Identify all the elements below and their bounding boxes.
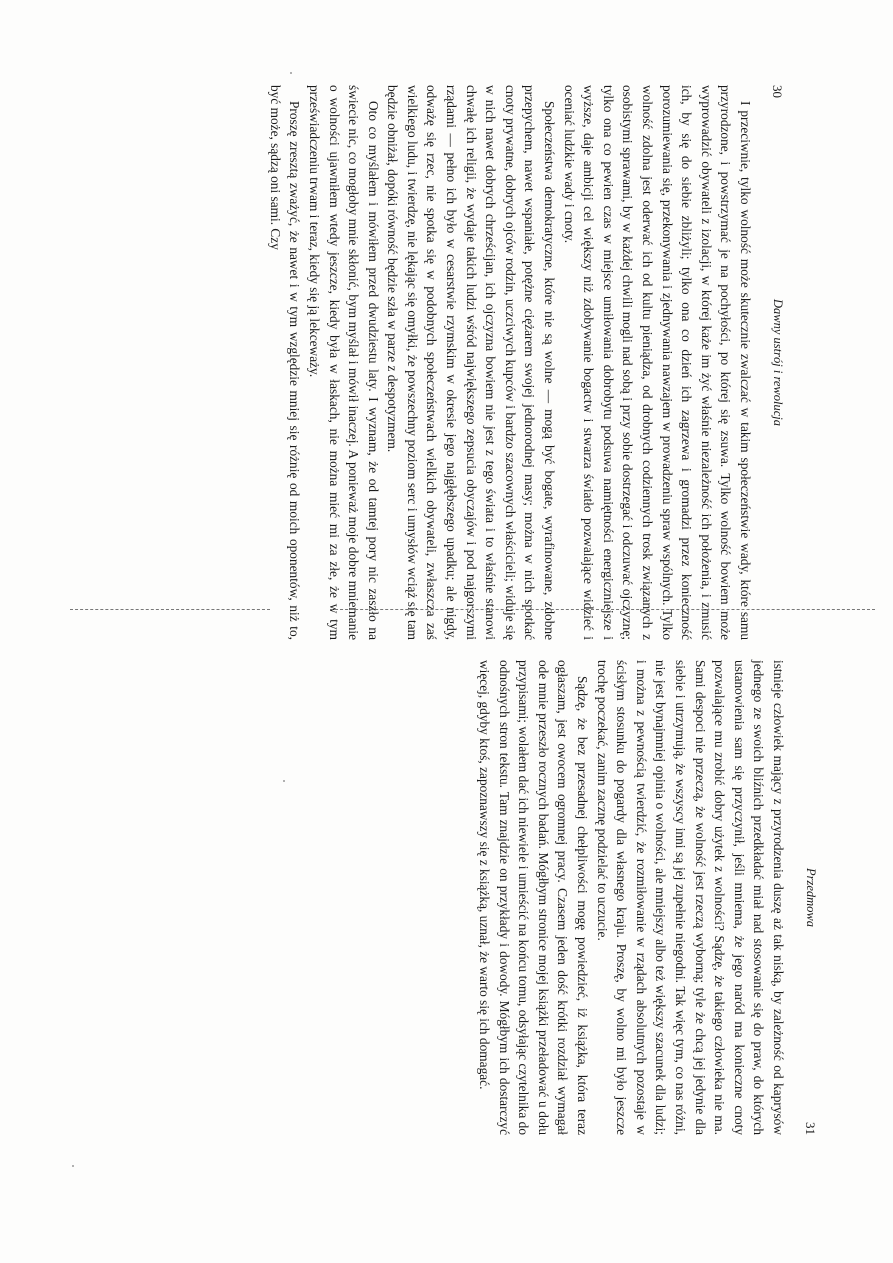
scan-speck [290,72,292,74]
paragraph: istnieje człowiek mający z przyrodzenia duszę aż tak niską, by zależność od kaprysów jednego ze swoich bliźnich przedkładać miał nad stosowanie się do praw, do których ustanowienia sam się przyczynił, jeśli mniema, że jego naród ma konieczne cnoty pozwalające mu zrobić dobry użytek z wolności? Sądzę, że takiego człowieka nie ma. Sami despoci nie przeczą, że wolność jest rzeczą wyborną; tyle że chcą jej jedynie dla siebie i utrzymują, że wszyscy inni są jej zupełnie niegodni. Tak więc tym, co nas różni, nie jest bynajmniej opinia o wolności, ale mniejszy albo też większy szacunek dla ludzi; i można z pewnością twierdzić, że rozmiłowanie w rządach absolutnych pozostaje w ścisłym stosunku do pogardy dla własnego kraju. Proszę, by wolno mi było jeszcze trochę poczekać, zanim zacznę podzielać to uczucie. [594,660,786,1135]
left-page [240,85,785,640]
paragraph: Proszę zresztą zważyć, że nawet i w tym względzie mniej się różnię od moich oponentów, niż to, być może, sądzą oni sami. Czy [267,85,303,640]
right-page-header [788,660,818,1135]
scan-speck [72,1165,74,1167]
paragraph: Oto co myślałem i mówiłem przed dwudziestu laty. I wyznam, że od tamtej pory nic zaszło na świecie nic, co mogłoby mnie skłonić, bym myślał i mówił inaczej. A ponieważ moje dobre mniemanie o wolności ujawniłem wtedy jeszcze, kiedy była w łaskach, nie można mieć mi za złe, że w tym przeświadczeniu trwam i teraz, kiedy się ją lekceważy. [306,85,381,640]
left-page-body [265,85,755,640]
right-page [363,660,818,1135]
paragraph: I przeciwnie, tylko wolność może skutecznie zwalczać w takim społeczeństwie wady, które samu przyrodzone, i powstrzymać je na pochyłości, po której się zsuwa. Tylko wolność bowiem może wyprowadzić obywateli z izolacji, w której każe im żyć właśnie niezależność ich położenia, i zmusić ich, by się do siebie zbliżyli; tylko ona co dzień ich zagrzewa i gromadzi przez konieczność porozumiewania się, przekonywania i zjednywania nawzajem w prowadzeniu spraw wspólnych. Tylko wolność zdolna jest oderwać ich od kultu pieniądza, od drobnych codziennych trosk związanych z osobistymi sprawami, by w każdej chwili mogli nad sobą i przy sobie dostrzegać i odczuwać ojczyznę; tylko ona co pewien czas w miejsce umiłowania dobrobytu podsuwa namiętności energiczniejsze i wyższe, daje ambicji cel większy niż zdobywanie bogactw i stwarza światło pozwalające widzieć i oceniać ludzkie wady i cnoty. [561,85,753,640]
page-number: 31 [803,1122,818,1135]
paragraph: Społeczeństwa demokratyczne, które nie są wolne — mogą być bogate, wyrafinowane, zdobne przepychem, nawet wspaniałe, potężne ciężarem swojej jednorodnej masy; można w nich spotkać cnoty prywatne, dobrych ojców rodzin, uczciwych kupców i bardzo szacownych właścicieli; widuje się w nich nawet dobrych chrześcijan, ich ojczyzna bowiem nie jest z tego świata i to właśnie stanowi chwałę ich religii, że wydaje takich ludzi wśród największego zepsucia obyczajów i pod najgorszymi rządami — pełno ich było w cesarstwie rzymskim w okresie jego najgłębszego upadku; ale nigdy, odważę się rzec, nie spotka się w podobnych społeczeństwach wielkich obywateli, zwłaszcza zaś wielkiego ludu, i twierdzę, nie lękając się omyłki, że powszechny poziom serc i umysłów wciąż się tam będzie obniżał, dopóki równość będzie szła w parze z despotyzmem. [385,85,558,640]
page-edge-line [330,609,875,610]
paragraph: Sądzę, że bez przesadnej chełpliwości mogę powiedzieć, iż książka, która teraz ogłaszam, jest owocem ogromnej pracy. Czasem jeden dość krótki rozdział wymagał ode mnie przeszło rocznych badań. Mógłbym stronice mojej książki przeładować u dołu przypisami; wolałem dać ich niewiele i umieścić na końcu tomu, odsyłając czytelnika do odnośnych stron tekstu. Tam znajdzie on przykłady i dowody. Mógłbym ich dostarczyć więcej, gdyby ktoś, zapoznawszy się z książką, uznał, że warto się ich domagać. [477,660,591,1135]
left-page-header [755,85,785,640]
page-number: 30 [770,85,785,98]
right-page-body [475,660,789,1135]
running-head: Dawny ustrój i rewolucja [771,299,785,426]
page-edge-line [70,609,270,610]
running-head: Przedmowa [804,867,818,928]
scan-speck [283,780,285,782]
